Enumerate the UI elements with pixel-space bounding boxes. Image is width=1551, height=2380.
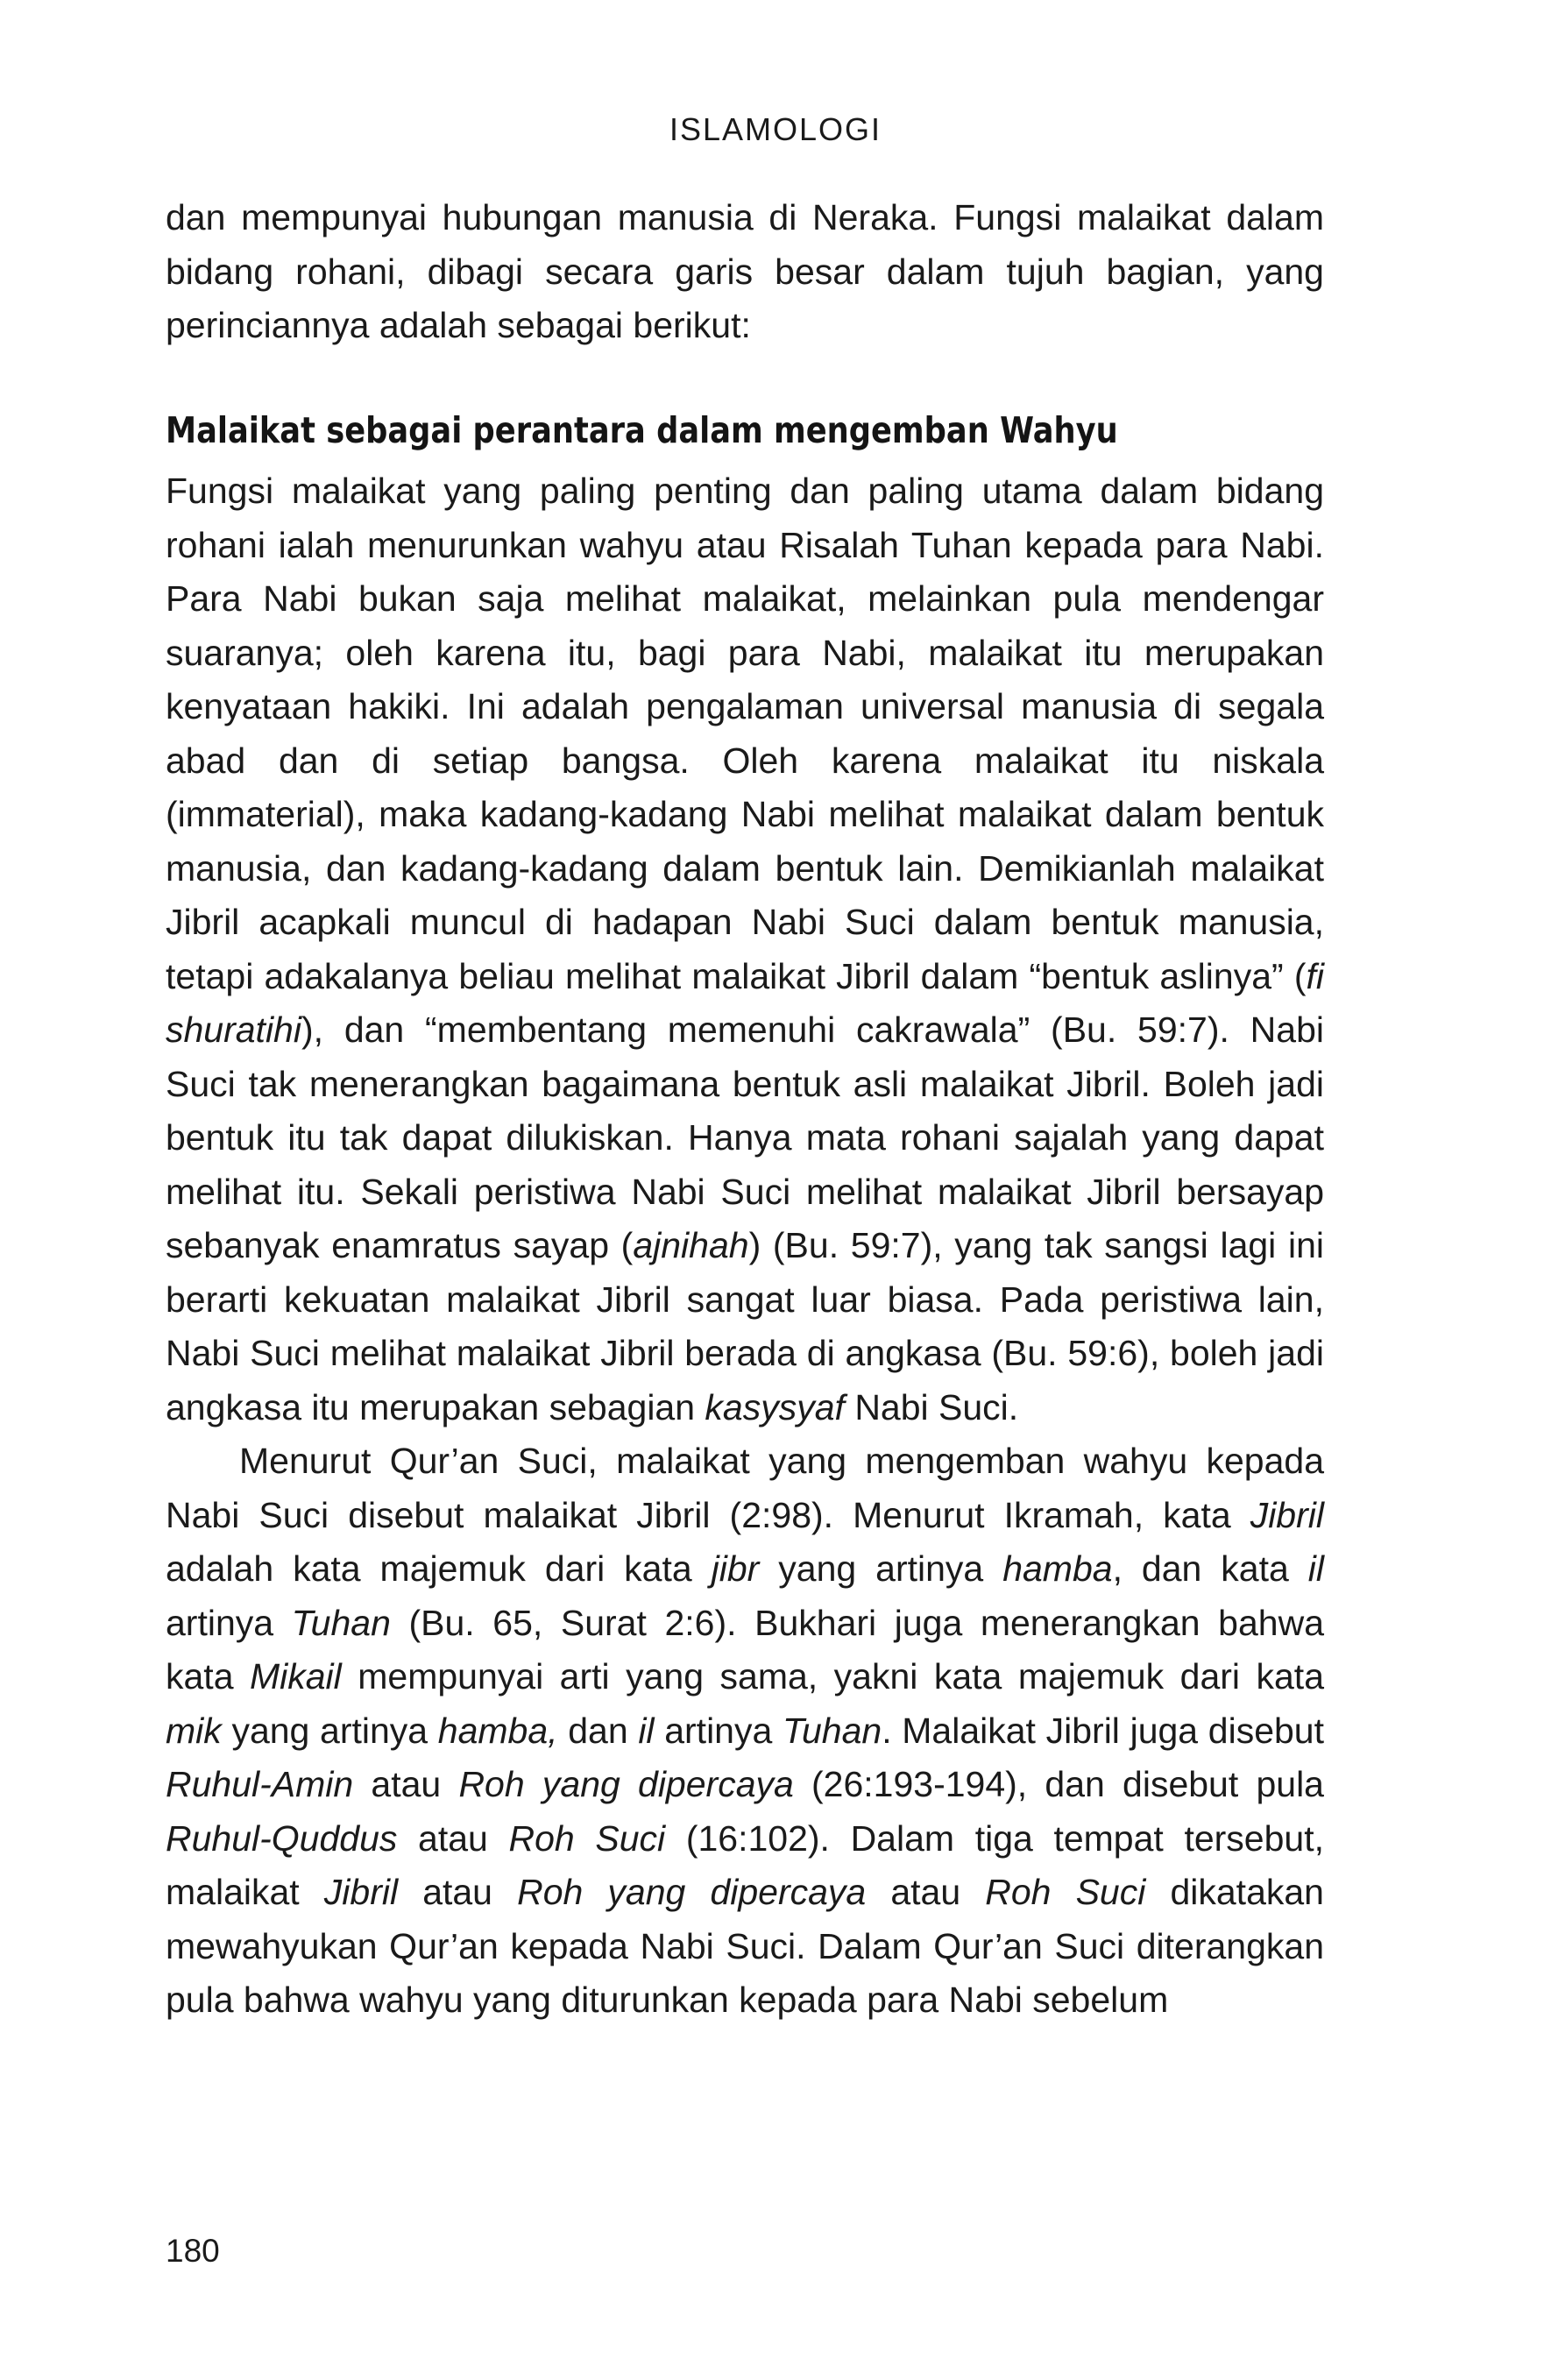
text-run: atau <box>398 1872 518 1912</box>
text-run: ), dan “membentang memenuhi cakrawala” (Bu. 59:7). Nabi Suci tak menerangkan bagaimana bentuk asli malaikat Jibril. Boleh jadi bentuk itu tak dapat dilukiskan. Hanya mata rohani sajalah yang dapat melihat itu. Sekali peristiwa Nabi Suci melihat malaikat Jibril bersayap sebanyak enamratus sayap ( <box>166 1009 1324 1265</box>
text-run: . Malaikat Jibril juga disebut <box>882 1710 1324 1751</box>
paragraph-1 <box>166 464 1324 1434</box>
text-run: Nabi Suci. <box>844 1386 1019 1427</box>
text-run: (16:102). Dalam tiga tempat tersebut, malaikat <box>166 1817 1324 1912</box>
text-run: dan <box>557 1710 639 1751</box>
italic-term: Tuhan <box>782 1710 882 1751</box>
text-run: yang artinya <box>759 1548 1003 1589</box>
text-run: yang artinya <box>221 1710 438 1751</box>
italic-term: Ruhul-Quddus <box>166 1817 398 1859</box>
italic-term: mik <box>166 1710 222 1751</box>
italic-term: Roh yang dipercaya <box>517 1872 867 1912</box>
page-number: 180 <box>166 2233 220 2269</box>
italic-term: fi shuratihi <box>166 955 1324 1050</box>
italic-term: hamba <box>1002 1548 1113 1589</box>
text-run: dikatakan mewahyukan Qur’an kepada Nabi Suci. Dalam Qur’an Suci diterangkan pula bahwa wahyu yang diturunkan kepada para Nabi sebelum <box>166 1872 1324 2020</box>
italic-term: Ruhul-Amin <box>166 1764 354 1804</box>
italic-term: Roh Suci <box>508 1817 666 1859</box>
italic-term: Roh yang dipercaya <box>458 1764 794 1804</box>
text-run: adalah kata majemuk dari kata <box>166 1548 712 1589</box>
text-run: artinya <box>654 1710 783 1751</box>
italic-term: jibr <box>711 1548 760 1589</box>
section-heading: Malaikat sebagai perantara dalam mengemban Wahyu <box>166 409 1118 451</box>
italic-term: il <box>638 1710 655 1751</box>
italic-term: hamba, <box>437 1710 558 1751</box>
text-run: artinya <box>166 1602 292 1643</box>
text-run: (Bu. 65, Surat 2:6). Bukhari juga menerangkan bahwa kata <box>166 1602 1324 1696</box>
italic-term: Roh Suci <box>985 1872 1146 1912</box>
italic-term: Jibril <box>323 1872 399 1912</box>
running-head: ISLAMOLOGI <box>669 111 882 147</box>
italic-term: Tuhan <box>291 1602 391 1643</box>
italic-term: il <box>1307 1548 1324 1589</box>
text-run: Fungsi malaikat yang paling penting dan paling utama dalam bidang rohani ialah menurunkan wahyu atau Risalah Tuhan kepada para Nabi. Para Nabi bukan saja melihat malaikat, melainkan pula mendengar suaranya; oleh karena itu, bagi para Nabi, malaikat itu merupakan kenyataan hakiki. Ini adalah pengalaman universal manusia di segala abad dan di setiap bangsa. Oleh karena malaikat itu niskala (immaterial), maka kadang-kadang Nabi melihat malaikat dalam bentuk manusia, dan kadang-kadang dalam bentuk lain. Demikianlah malaikat Jibril acapkali muncul di hadapan Nabi Suci dalam bentuk manusia, tetapi adakalanya beliau melihat malaikat Jibril dalam “bentuk aslinya” ( <box>166 471 1324 996</box>
paragraph-2 <box>166 1434 1324 2028</box>
text-run: (26:193-194), dan disebut pula <box>793 1764 1324 1804</box>
section-body <box>166 464 1324 2028</box>
italic-term: Jibril <box>1250 1494 1324 1535</box>
italic-term: ajnihah <box>633 1225 749 1265</box>
text-run: mempunyai arti yang sama, yakni kata majemuk dari kata <box>341 1656 1324 1696</box>
intro-text <box>166 191 1324 353</box>
text-run: atau <box>353 1764 459 1804</box>
italic-term: Mikail <box>249 1656 342 1696</box>
text-run: Menurut Qur’an Suci, malaikat yang mengemban wahyu kepada Nabi Suci disebut malaikat Jibril (2:98). Menurut Ikramah, kata <box>166 1441 1324 1535</box>
italic-term: kasysyaf <box>705 1386 845 1427</box>
intro-paragraph: dan mempunyai hubungan manusia di Neraka. Fungsi malaikat dalam bidang rohani, dibagi secara garis besar dalam tujuh bagian, yang perinciannya adalah sebagai berikut: <box>166 197 1324 345</box>
text-run: ) (Bu. 59:7), yang tak sangsi lagi ini berarti kekuatan malaikat Jibril sangat luar biasa. Pada peristiwa lain, Nabi Suci melihat malaikat Jibril berada di angkasa (Bu. 59:6), boleh jadi angkasa itu merupakan sebagian <box>166 1225 1324 1427</box>
text-run: atau <box>397 1817 509 1859</box>
text-run: , dan kata <box>1112 1548 1308 1589</box>
text-run: atau <box>866 1872 986 1912</box>
